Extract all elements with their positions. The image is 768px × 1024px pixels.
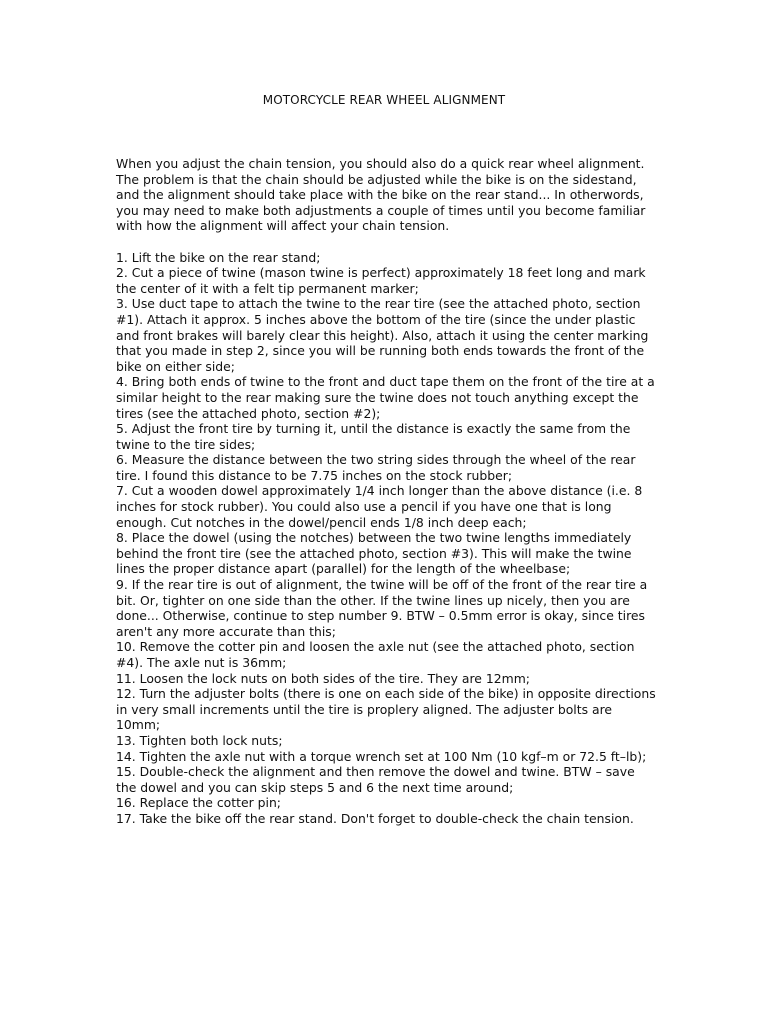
step-item: 5. Adjust the front tire by turning it, until the distance is exactly the same from the twine to the tire sides; — [116, 421, 631, 452]
intro-paragraph: When you adjust the chain tension, you should also do a quick rear wheel alignment. The problem is that the chain should be adjusted while the bike is on the sidestand, and the alignment should take place with the bike on the rear stand... In otherwords, you may need to make both adjustments a couple of times until you become familiar with how the alignment will affect your chain tension. — [116, 156, 646, 234]
step-item: 12. Turn the adjuster bolts (there is one on each side of the bike) in opposite directions in very small increments until the tire is proplery aligned. The adjuster bolts are 10mm; — [116, 686, 656, 733]
step-item: 10. Remove the cotter pin and loosen the axle nut (see the attached photo, section #4). The axle nut is 36mm; — [116, 639, 635, 670]
step-item: 11. Loosen the lock nuts on both sides of the tire. They are 12mm; — [116, 670, 530, 686]
step-item: 7. Cut a wooden dowel approximately 1/4 inch longer than the above distance (i.e. 8 inches for stock rubber). You could also use a pencil if you have one that is long enough. Cut notches in the dowel/pencil ends 1/8 inch deep each; — [116, 483, 643, 530]
step-item: 17. Take the bike off the rear stand. Don't forget to double-check the chain tension. — [116, 810, 634, 826]
steps-list — [116, 250, 656, 827]
step-item: 3. Use duct tape to attach the twine to the rear tire (see the attached photo, section #1). Attach it approx. 5 inches above the bottom of the tire (since the under plastic and front brakes will barely clear this height). Also, attach it using the center marking that you made in step 2, since you will be running both ends towards the front of the bike on either side; — [116, 296, 649, 374]
step-item: 4. Bring both ends of twine to the front and duct tape them on the front of the tire at a similar height to the rear making sure the twine does not touch anything except the tires (see the attached photo, section #2); — [116, 374, 655, 421]
document-title: MOTORCYCLE REAR WHEEL ALIGNMENT — [262, 93, 506, 107]
step-item: 6. Measure the distance between the two string sides through the wheel of the rear tire. I found this distance to be 7.75 inches on the stock rubber; — [116, 452, 636, 483]
step-item: 1. Lift the bike on the rear stand; — [116, 249, 321, 265]
step-item: 9. If the rear tire is out of alignment, the twine will be off of the front of the rear tire a bit. Or, tighter on one side than the other. If the twine lines up nicely, then you are done... Otherwise, continue to step number 9. BTW – 0.5mm error is okay, since tires aren't any more accurate than this; — [116, 577, 648, 639]
step-item: 2. Cut a piece of twine (mason twine is perfect) approximately 18 feet long and mark the center of it with a felt tip permanent marker; — [116, 265, 646, 296]
document-body — [116, 156, 656, 827]
step-item: 14. Tighten the axle nut with a torque wrench set at 100 Nm (10 kgf–m or 72.5 ft–lb); — [116, 748, 647, 764]
step-item: 15. Double-check the alignment and then remove the dowel and twine. BTW – save the dowel and you can skip steps 5 and 6 the next time around; — [116, 764, 635, 795]
step-item: 8. Place the dowel (using the notches) between the two twine lengths immediately behind the front tire (see the attached photo, section #3). This will make the twine lines the proper distance apart (parallel) for the length of the wheelbase; — [116, 530, 632, 577]
step-item: 16. Replace the cotter pin; — [116, 795, 281, 811]
step-item: 13. Tighten both lock nuts; — [116, 732, 283, 748]
